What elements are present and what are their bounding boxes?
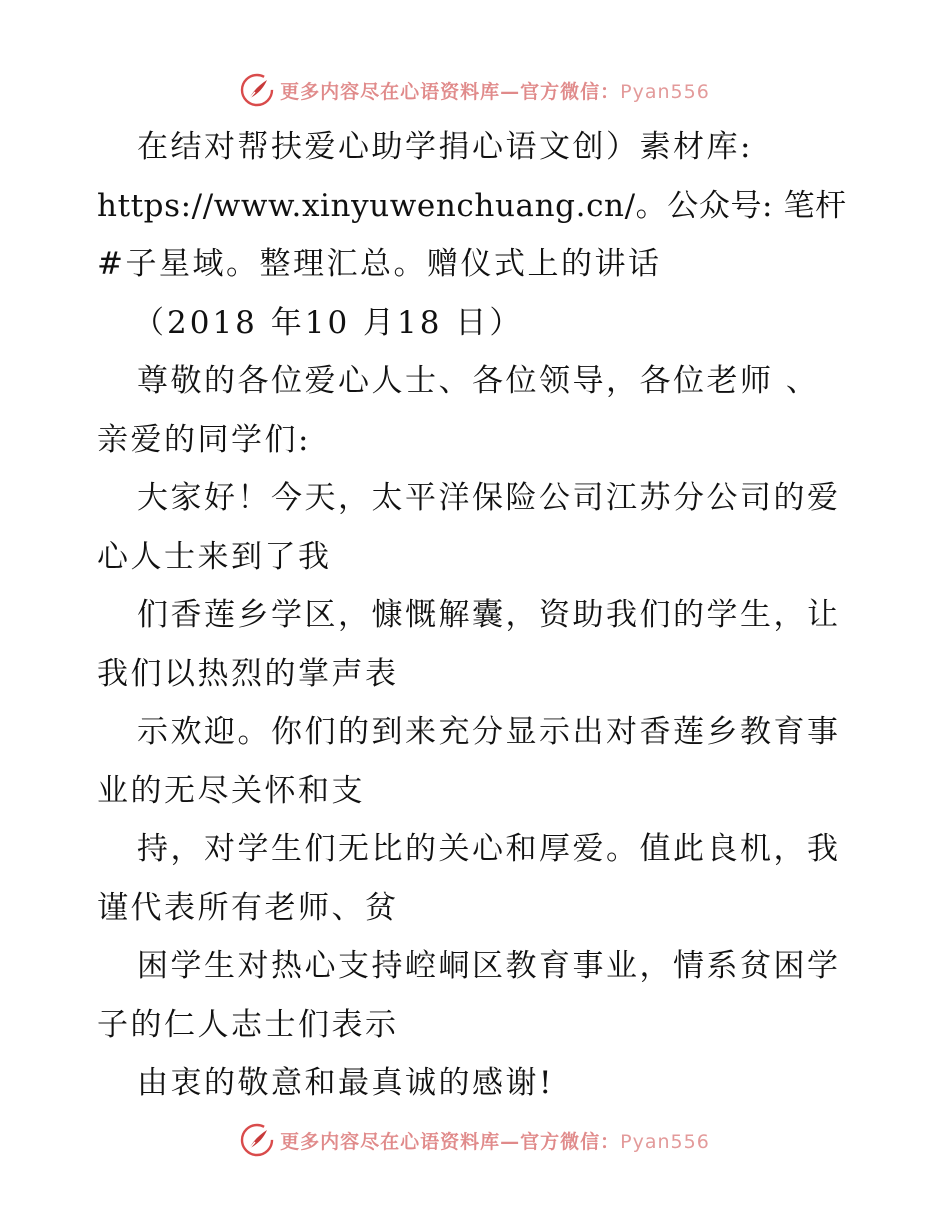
document-body [97,118,853,1113]
text-line: 由衷的敬意和最真诚的感谢! [137,1065,554,1101]
salutation-line: 尊敬的各位爱心人士、各位领导，各位老师 、 [137,363,820,399]
text-line: 在结对帮扶爱心助学捐心语文创）素材库: [137,129,753,165]
text-line: https://www.xinyuwenchuang.cn/。公众号: 笔杆 [97,187,847,224]
header-wechat-account: Pyan556 [620,80,710,103]
text-line: 子的仁人志士们表示 [97,1006,399,1043]
quill-logo-icon [240,73,274,107]
text-line: 心人士来到了我 [97,538,332,575]
speech-date: （2018 年10 月18 日） [133,304,524,341]
text-line: #子星域。整理汇总。赠仪式上的讲话 [97,246,662,282]
quill-logo-icon [240,1123,274,1157]
text-line: 困学生对热心支持崆峒区教育事业，情系贫困学 [137,948,841,984]
text-line: 我们以热烈的掌声表 [97,655,399,692]
salutation-line: 亲爱的同学们: [97,421,311,458]
text-line: 持，对学生们无比的关心和厚爱。值此良机，我 [137,831,841,867]
footer-banner [0,1120,950,1160]
text-line: 谨代表所有老师、贫 [97,889,399,926]
text-line: 业的无尽关怀和支 [97,772,365,809]
footer-banner-text: 更多内容尽在心语资料库—官方微信：Pyan556 [280,1130,710,1153]
header-banner-text: 更多内容尽在心语资料库—官方微信：Pyan556 [280,80,710,103]
header-banner [0,70,950,110]
text-line: 示欢迎。你们的到来充分显示出对香莲乡教育事 [137,714,841,750]
text-line: 大家好！今天，太平洋保险公司江苏分公司的爱 [137,480,841,516]
text-line: 们香莲乡学区，慷慨解囊，资助我们的学生，让 [137,597,841,633]
footer-wechat-account: Pyan556 [620,1130,710,1153]
